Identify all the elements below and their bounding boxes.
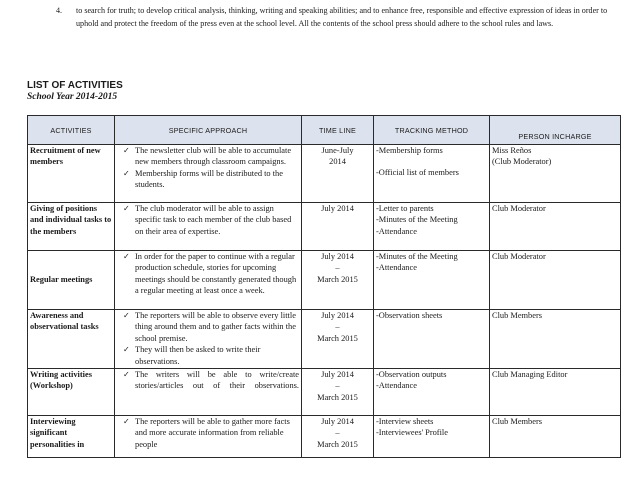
timeline-line: July 2014 bbox=[321, 311, 354, 320]
activity-cell: Writing activities (Workshop) bbox=[28, 369, 115, 416]
table-row bbox=[28, 145, 621, 203]
tracking-line: -Letter to parents bbox=[376, 204, 434, 213]
person-cell bbox=[490, 369, 621, 416]
tracking-cell bbox=[374, 369, 490, 416]
tracking-cell bbox=[374, 251, 490, 310]
tracking-line: -Attendance bbox=[376, 381, 417, 391]
timeline-cell bbox=[302, 251, 374, 310]
section-heading: LIST OF ACTIVITIES bbox=[27, 80, 123, 91]
timeline-line: June-July bbox=[321, 146, 354, 155]
tracking-line: -Minutes of the Meeting bbox=[376, 215, 458, 225]
timeline-line: July 2014 bbox=[321, 204, 354, 213]
check-bullet: ✓ The reporters will be able to gather more facts and more accurate information from reliable people bbox=[121, 416, 299, 450]
table-row bbox=[28, 416, 621, 458]
timeline-line: July 2014 bbox=[321, 370, 354, 379]
table-row bbox=[28, 369, 621, 416]
table-row bbox=[28, 203, 621, 251]
table-header-row bbox=[28, 116, 621, 145]
person-line: Club Managing Editor bbox=[492, 370, 568, 379]
header-person: PERSON INCHARGE bbox=[490, 116, 621, 145]
check-bullet: ✓ The reporters will be able to observe every little thing around them and to gather facts within the school premise. bbox=[121, 310, 299, 344]
tracking-line: -Observation sheets bbox=[376, 311, 443, 320]
timeline-line: March 2015 bbox=[317, 392, 358, 402]
approach-cell bbox=[115, 369, 302, 416]
header-timeline: TIME LINE bbox=[302, 116, 374, 145]
person-line: Club Members bbox=[492, 417, 543, 426]
timeline-cell bbox=[302, 145, 374, 203]
timeline-line: – bbox=[335, 428, 340, 438]
approach-cell bbox=[115, 310, 302, 369]
timeline-line: July 2014 bbox=[321, 252, 354, 261]
check-bullet: ✓ They will then be asked to write their observations. bbox=[121, 344, 299, 367]
person-cell bbox=[490, 310, 621, 369]
timeline-line: – bbox=[335, 263, 340, 273]
intro-paragraph bbox=[56, 4, 616, 30]
list-number: 4. bbox=[56, 6, 63, 15]
person-line: Miss Reños bbox=[492, 146, 532, 155]
check-bullet: ✓ Membership forms will be distributed to the students. bbox=[121, 168, 299, 191]
check-bullet: ✓ In order for the paper to continue with a regular production schedule, stories for upcoming meetings should be constantly generated though a regular meeting at least once a week. bbox=[121, 251, 299, 297]
tracking-cell bbox=[374, 310, 490, 369]
approach-cell bbox=[115, 416, 302, 458]
tracking-line: -Observation outputs bbox=[376, 370, 447, 379]
tracking-cell bbox=[374, 203, 490, 251]
timeline-cell bbox=[302, 203, 374, 251]
approach-cell bbox=[115, 145, 302, 203]
tracking-line: -Attendance bbox=[376, 226, 417, 236]
timeline-line: July 2014 bbox=[321, 417, 354, 426]
person-line: Club Moderator bbox=[492, 204, 546, 213]
tracking-cell bbox=[374, 416, 490, 458]
tracking-cell bbox=[374, 145, 490, 203]
tracking-line: -Minutes of the Meeting bbox=[376, 252, 458, 261]
timeline-line: – bbox=[335, 381, 340, 391]
activity-cell: Giving of positions and individual tasks to the members bbox=[28, 203, 115, 251]
person-cell bbox=[490, 145, 621, 203]
table-row bbox=[28, 310, 621, 369]
activity-cell: Interviewing significant personalities in bbox=[28, 416, 115, 458]
check-bullet: ✓ The club moderator will be able to assign specific task to each member of the club based on their area of expertise. bbox=[121, 203, 299, 237]
timeline-line: March 2015 bbox=[317, 333, 358, 343]
activity-cell: Regular meetings bbox=[28, 251, 115, 310]
timeline-cell bbox=[302, 416, 374, 458]
person-line: Club Moderator bbox=[492, 252, 546, 261]
table-row bbox=[28, 251, 621, 310]
person-line: (Club Moderator) bbox=[492, 157, 552, 167]
timeline-line: – bbox=[335, 322, 340, 332]
tracking-line: -Membership forms bbox=[376, 146, 443, 155]
header-tracking: TRACKING METHOD bbox=[374, 116, 490, 145]
person-line: Club Members bbox=[492, 311, 543, 320]
tracking-line: -Interview sheets bbox=[376, 417, 434, 426]
tracking-line: -Attendance bbox=[376, 263, 417, 273]
person-cell bbox=[490, 416, 621, 458]
person-cell bbox=[490, 251, 621, 310]
timeline-line: March 2015 bbox=[317, 439, 358, 449]
person-cell bbox=[490, 203, 621, 251]
approach-cell bbox=[115, 203, 302, 251]
approach-cell bbox=[115, 251, 302, 310]
activity-cell: Awareness and observational tasks bbox=[28, 310, 115, 369]
header-approach: SPECIFIC APPROACH bbox=[115, 116, 302, 145]
section-subheading: School Year 2014-2015 bbox=[27, 92, 118, 102]
timeline-cell bbox=[302, 310, 374, 369]
activities-table bbox=[27, 115, 621, 458]
check-bullet: ✓ The newsletter club will be able to accumulate new members through classroom campaigns. bbox=[121, 145, 299, 168]
intro-text: to search for truth; to develop critical analysis, thinking, writing and speaking abilities; and to enhance free, responsible and effective expression of ideas in order to uphold and protect the freedom of the press even at the school level. All the contents of the school press should adhere to the school rules and laws. bbox=[76, 6, 608, 28]
timeline-line: March 2015 bbox=[317, 274, 358, 284]
tracking-line: -Official list of members bbox=[376, 168, 459, 178]
check-bullet: ✓ The writers will be able to write/create stories/articles out of their observations. bbox=[121, 369, 299, 392]
activity-cell: Recruitment of new members bbox=[28, 145, 115, 203]
timeline-cell bbox=[302, 369, 374, 416]
header-activities: ACTIVITIES bbox=[28, 116, 115, 145]
tracking-line: -Interviewees' Profile bbox=[376, 428, 448, 438]
timeline-line: 2014 bbox=[329, 157, 346, 167]
